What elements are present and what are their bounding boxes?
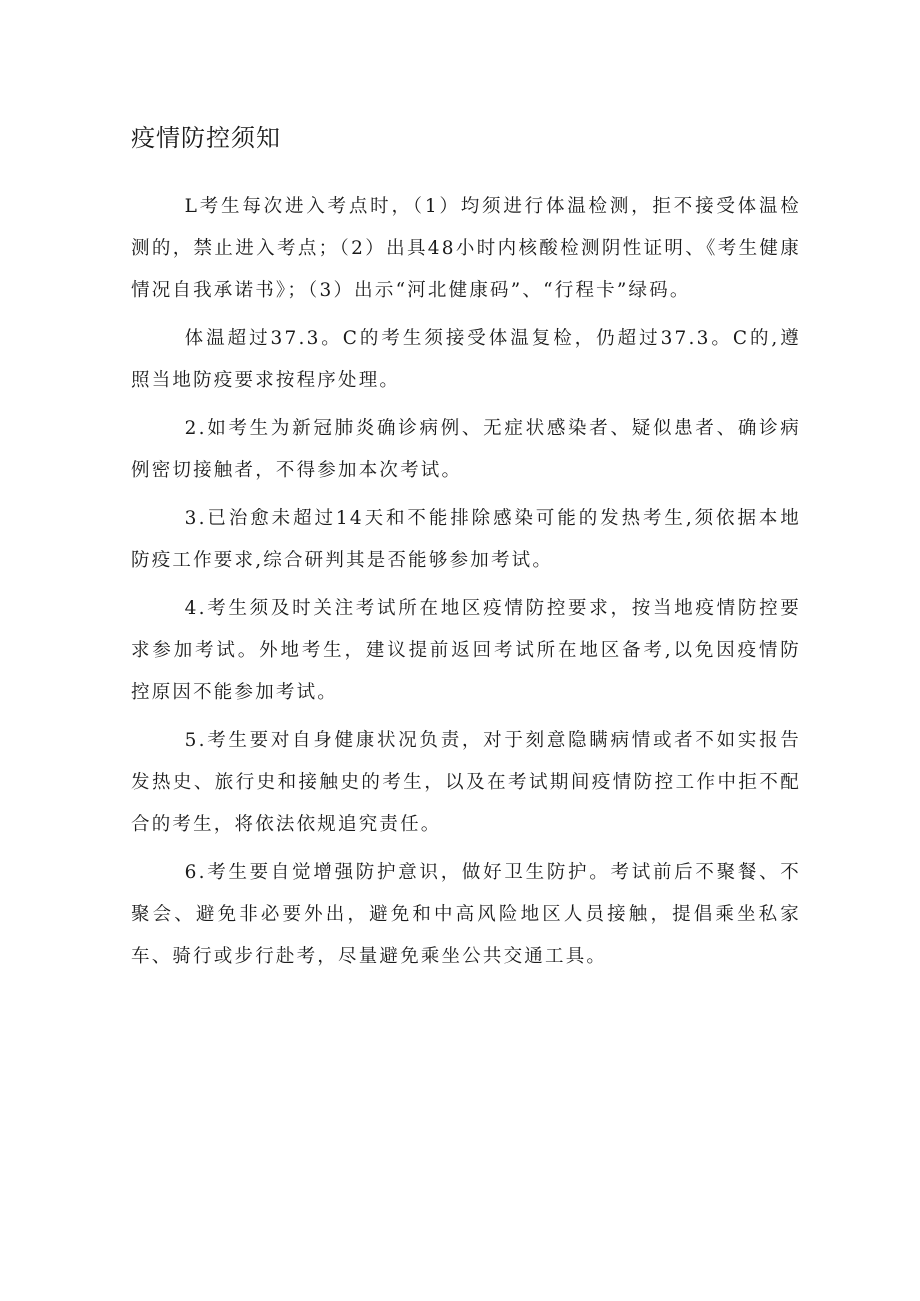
paragraph-local-requirements: 4.考生须及时关注考试所在地区疫情防控要求，按当地疫情防控要求参加考试。外地考生，建议提前返回考试所在地区备考,以免因疫情防控原因不能参加考试。 xyxy=(131,598,801,703)
paragraph-health-responsibility: 5.考生要对自身健康状况负责，对于刻意隐瞒病情或者不如实报告发热史、旅行史和接触史的考生，以及在考试期间疫情防控工作中拒不配合的考生，将依法依规追究责任。 xyxy=(131,730,801,835)
paragraph-protection-awareness: 6.考生要自觉增强防护意识，做好卫生防护。考试前后不聚餐、不聚会、避免非必要外出，避免和中高风险地区人员接触，提倡乘坐私家车、骑行或步行赴考，尽量避免乘坐公共交通工具。 xyxy=(131,862,801,967)
paragraph-temperature-recheck: 体温超过37.3。C的考生须接受体温复检，仍超过37.3。C的,遵照当地防疫要求按程序处理。 xyxy=(131,328,801,391)
paragraph-recovered-fever: 3.已治愈未超过14天和不能排除感染可能的发热考生,须依据本地防疫工作要求,综合研判其是否能够参加考试。 xyxy=(131,508,801,571)
paragraph-entry-requirements: L考生每次进入考点时，（1）均须进行体温检测，拒不接受体温检测的，禁止进入考点；（2）出具48小时内核酸检测阴性证明、《考生健康情况自我承诺书》；（3）出示“河北健康码”、“行程卡”绿码。 xyxy=(131,196,801,301)
document-body xyxy=(131,186,801,984)
page-title: 疫情防控须知 xyxy=(131,124,281,152)
paragraph-confirmed-cases: 2.如考生为新冠肺炎确诊病例、无症状感染者、疑似患者、确诊病例密切接触者，不得参加本次考试。 xyxy=(131,418,801,481)
